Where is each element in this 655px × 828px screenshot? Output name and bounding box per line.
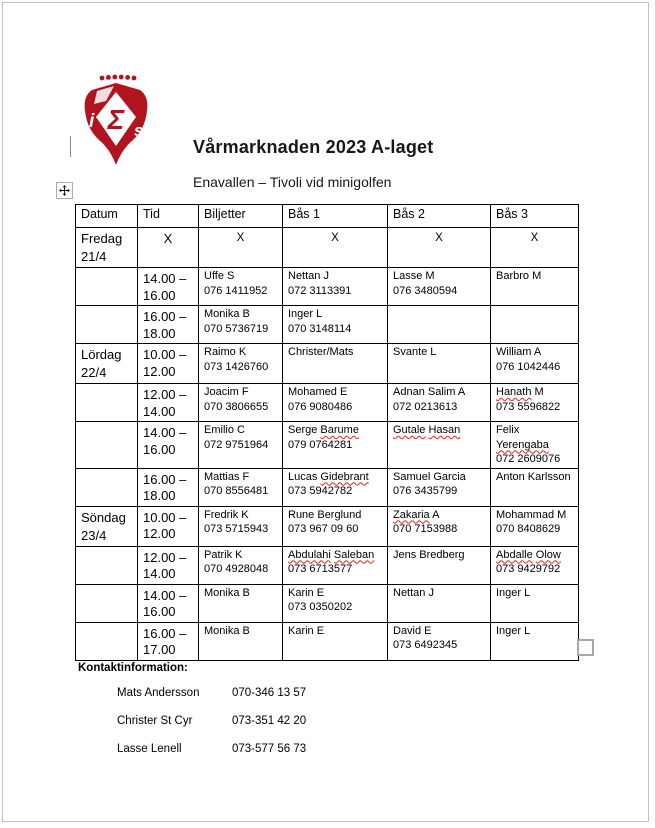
cell-bas3[interactable] — [491, 306, 579, 344]
cell-tid[interactable] — [138, 468, 199, 506]
cell-bas2[interactable] — [388, 268, 491, 306]
cell-line: 072 2609076 — [496, 453, 561, 465]
column-header-bas3[interactable]: Bås 3 — [491, 205, 579, 228]
cell-tid[interactable] — [138, 306, 199, 344]
cell-bas1[interactable] — [283, 622, 388, 660]
cell-line: 12.00 — [143, 526, 176, 541]
cell-line: Fredrik K — [204, 508, 249, 521]
table-row — [76, 506, 579, 546]
cell-line: Serge Barume — [288, 424, 359, 436]
cell-line: 070 3148114 — [288, 322, 352, 335]
cell-line: Svante L — [393, 346, 437, 358]
cell-line: William A — [496, 346, 542, 358]
cell-line: Felix Yerengaba — [496, 424, 549, 451]
cell-line: 073 5942782 — [288, 485, 353, 497]
cell-line: X — [530, 232, 539, 244]
cell-bas1[interactable] — [283, 422, 388, 469]
table-row — [76, 384, 579, 422]
cell-tid[interactable] — [138, 622, 199, 660]
contact-row — [117, 743, 498, 771]
cell-line: Monika B — [204, 308, 250, 320]
cell-bas2[interactable] — [388, 384, 491, 422]
cell-line: Jens Bredberg — [393, 548, 465, 561]
table-resize-handle[interactable] — [577, 639, 594, 656]
cell-bas3[interactable] — [491, 422, 579, 469]
table-row — [76, 268, 579, 306]
cell-line: Inger L — [288, 308, 323, 320]
cell-tid[interactable] — [138, 546, 199, 584]
contact-name: Christer St Cyr — [117, 715, 193, 727]
club-logo-icon — [76, 70, 156, 168]
cell-bas1[interactable] — [283, 228, 388, 268]
contact-section — [78, 662, 498, 771]
cell-line: Lasse M — [393, 270, 435, 282]
cell-line: Inger L — [496, 624, 531, 637]
table-row — [76, 622, 579, 660]
cell-line: 073 1426760 — [204, 360, 269, 373]
cell-line: 076 3480594 — [393, 284, 458, 297]
cell-line: Anton Karlsson — [496, 470, 571, 483]
table-row — [76, 306, 579, 344]
cell-line: Uffe S — [204, 270, 235, 282]
misspelled-word: Olow — [535, 548, 561, 561]
cell-line: 073 0350202 — [288, 601, 353, 613]
cell-datum[interactable] — [76, 268, 138, 306]
cell-line: 076 3435799 — [393, 485, 458, 497]
cell-line: 079 0764281 — [288, 438, 353, 451]
misspelled-word: Gidebrant — [320, 470, 369, 483]
cell-line: 14.00 – — [143, 425, 187, 440]
cell-biljetter[interactable] — [199, 468, 283, 506]
cell-bas2[interactable] — [388, 506, 491, 546]
cell-line: Lucas Gidebrant — [288, 470, 369, 483]
table-row — [76, 422, 579, 469]
cell-bas1[interactable] — [283, 268, 388, 306]
cell-line: 16.00 – — [143, 625, 187, 641]
contact-name: Mats Andersson — [117, 687, 200, 699]
cell-bas3[interactable] — [491, 546, 579, 584]
cell-biljetter[interactable] — [199, 344, 283, 384]
cell-line: Lördag — [81, 347, 122, 362]
cell-tid[interactable] — [138, 584, 199, 622]
cell-biljetter[interactable] — [199, 228, 283, 268]
cell-line: Inger L — [496, 586, 531, 599]
cell-datum[interactable] — [76, 422, 138, 469]
cell-line: Karin E — [288, 624, 325, 637]
cell-line: Emilio C — [204, 424, 245, 436]
cell-bas1[interactable] — [283, 306, 388, 344]
misspelled-word: Abdalle — [496, 548, 533, 561]
cell-datum[interactable] — [76, 622, 138, 660]
cell-line: Monika B — [204, 586, 250, 599]
cell-bas2[interactable] — [388, 228, 491, 268]
cell-bas2[interactable] — [388, 422, 491, 469]
cell-line: 17.00 — [143, 642, 176, 657]
cell-datum[interactable] — [76, 344, 138, 384]
cell-bas3[interactable] — [491, 384, 579, 422]
cell-biljetter[interactable] — [199, 584, 283, 622]
cell-line: 072 0213613 — [393, 400, 458, 413]
column-header-datum[interactable]: Datum — [76, 205, 138, 228]
cell-line: 16.00 — [143, 604, 176, 619]
cell-bas3[interactable] — [491, 268, 579, 306]
cell-line: 073 967 09 60 — [288, 523, 359, 535]
cell-line: 076 1411952 — [204, 284, 268, 297]
cell-biljetter[interactable] — [199, 506, 283, 546]
cell-line: Fredag — [81, 231, 123, 246]
cell-line: Barbro M — [496, 270, 542, 282]
cell-line: Joacim F — [204, 386, 249, 398]
logo-letter-s: s — [134, 121, 144, 140]
cell-biljetter[interactable] — [199, 384, 283, 422]
cell-line: Christer/Mats — [288, 346, 354, 358]
cell-bas2[interactable] — [388, 344, 491, 384]
misspelled-word: Saleban — [333, 548, 375, 561]
cell-bas2[interactable] — [388, 584, 491, 622]
misspelled-word: Yerengaba — [496, 438, 549, 451]
schedule-table — [75, 204, 579, 661]
cell-bas2[interactable] — [388, 622, 491, 660]
contact-row — [117, 715, 498, 743]
cell-line: 23/4 — [81, 527, 107, 543]
table-row — [76, 344, 579, 384]
cell-datum[interactable] — [76, 384, 138, 422]
cell-line: 070 5736719 — [204, 322, 269, 335]
cell-line — [393, 423, 485, 438]
cell-datum[interactable] — [76, 468, 138, 506]
misspelled-word: Zakaria — [393, 508, 430, 521]
cell-line: 073 6492345 — [393, 639, 458, 651]
contact-phone: 073-577 56 73 — [232, 743, 307, 755]
cell-bas1[interactable] — [283, 506, 388, 546]
cell-line: 072 9751964 — [204, 438, 269, 451]
table-row — [76, 228, 579, 268]
cell-line: X — [331, 232, 339, 244]
cell-line: Mattias F — [204, 470, 250, 483]
cell-line: 16.00 – — [143, 471, 187, 487]
cell-datum[interactable] — [76, 546, 138, 584]
cell-datum[interactable] — [76, 584, 138, 622]
contact-name: Lasse Lenell — [117, 743, 182, 755]
cell-bas3[interactable] — [491, 344, 579, 384]
contact-row — [117, 687, 498, 715]
cell-line: Samuel Garcia — [393, 470, 466, 483]
cell-bas3[interactable] — [491, 468, 579, 506]
cell-line: X — [236, 232, 245, 244]
cell-line: 12.00 — [143, 363, 176, 379]
page-title: Vårmarknaden 2023 A-laget — [193, 137, 434, 157]
cell-line: Karin E — [288, 586, 325, 599]
cell-tid[interactable] — [138, 422, 199, 469]
cell-line: 073 5596822 — [496, 400, 561, 413]
cell-datum[interactable] — [76, 306, 138, 344]
cell-line: 12.00 – — [143, 387, 187, 402]
misspelled-word: Hasan — [428, 424, 461, 436]
cell-bas3[interactable] — [491, 584, 579, 622]
column-header-bas2[interactable]: Bås 2 — [388, 205, 491, 228]
cell-line: 14.00 — [143, 403, 176, 419]
cell-line: Nettan J — [393, 586, 434, 599]
cell-bas1[interactable] — [283, 384, 388, 422]
cell-line: Rune Berglund — [288, 508, 362, 521]
cell-line: 14.00 – — [143, 271, 187, 286]
cell-line: X — [435, 232, 443, 244]
cell-tid[interactable] — [138, 384, 199, 422]
page-subtitle: Enavallen – Tivoli vid minigolfen — [193, 174, 392, 190]
cell-tid[interactable] — [138, 344, 199, 384]
cell-line: 16.00 – — [143, 309, 187, 324]
contact-phone: 070-346 13 57 — [232, 687, 307, 699]
cell-line: 10.00 – — [143, 347, 187, 362]
cell-line: 072 3113391 — [288, 284, 352, 297]
cell-bas2[interactable] — [388, 306, 491, 344]
cell-line: 10.00 – — [143, 509, 187, 525]
cell-line: Patrik K — [204, 548, 243, 561]
cell-line: 16.00 — [143, 441, 176, 457]
misspelled-word: Hanath — [496, 386, 532, 398]
cell-bas1[interactable] — [283, 344, 388, 384]
cell-biljetter[interactable] — [199, 546, 283, 584]
cell-biljetter[interactable] — [199, 622, 283, 660]
cell-line: 12.00 – — [143, 549, 187, 565]
misspelled-word: Barume — [320, 424, 359, 436]
table-row — [76, 468, 579, 506]
misspelled-word: Abdulahi — [288, 548, 331, 561]
column-header-tid[interactable]: Tid — [138, 205, 199, 228]
cell-line: 070 3806655 — [204, 400, 269, 413]
cell-line: David E — [393, 624, 432, 637]
cell-line: 070 7153988 — [393, 523, 458, 535]
cell-line: Raimo K — [204, 346, 247, 358]
cell-line: Zakaria A — [393, 508, 440, 521]
cell-line — [288, 548, 382, 563]
cell-line: Nettan J — [288, 270, 329, 282]
cell-bas1[interactable] — [283, 468, 388, 506]
cell-bas2[interactable] — [388, 468, 491, 506]
cell-biljetter[interactable] — [199, 422, 283, 469]
cell-bas3[interactable] — [491, 228, 579, 268]
cell-line: 070 4928048 — [204, 563, 269, 575]
header-row — [76, 205, 579, 228]
cell-line: 18.00 — [143, 325, 176, 341]
cell-bas2[interactable] — [388, 546, 491, 584]
text-cursor — [70, 136, 71, 157]
cell-line: Hanath M — [496, 386, 544, 398]
cell-line: Söndag — [81, 509, 126, 525]
cell-line: Mohamed E — [288, 386, 348, 398]
logo-letter-e: Ʃ — [107, 104, 125, 135]
cell-line: 073 9429792 — [496, 563, 561, 575]
contact-heading: Kontaktinformation: — [78, 662, 188, 674]
cell-line: Mohammad M — [496, 508, 567, 521]
cell-bas3[interactable] — [491, 506, 579, 546]
cell-biljetter[interactable] — [199, 268, 283, 306]
cell-line: 21/4 — [81, 249, 107, 264]
cell-line: Monika B — [204, 624, 250, 637]
cell-line — [496, 548, 573, 563]
cell-line: 070 8556481 — [204, 485, 269, 497]
cell-tid[interactable] — [138, 228, 199, 268]
cell-line: 18.00 — [143, 488, 176, 503]
cell-line: 070 8408629 — [496, 523, 561, 535]
contact-phone: 073-351 42 20 — [232, 715, 307, 727]
cell-biljetter[interactable] — [199, 306, 283, 344]
table-row — [76, 546, 579, 584]
cell-bas1[interactable] — [283, 546, 388, 584]
column-header-biljetter[interactable]: Biljetter — [199, 205, 283, 228]
cell-bas3[interactable] — [491, 622, 579, 660]
cell-datum[interactable] — [76, 228, 138, 268]
cell-line: 076 9080486 — [288, 400, 353, 413]
move-arrows-icon — [59, 185, 70, 196]
cell-line: 14.00 — [143, 566, 176, 581]
misspelled-word: Gutale — [393, 424, 426, 436]
cell-line: 073 5715943 — [204, 523, 269, 535]
cell-tid[interactable] — [138, 506, 199, 546]
cell-tid[interactable] — [138, 268, 199, 306]
column-header-bas1[interactable]: Bås 1 — [283, 205, 388, 228]
cell-line: 14.00 – — [143, 587, 187, 603]
table-move-handle[interactable] — [56, 182, 73, 199]
cell-line: 22/4 — [81, 365, 107, 380]
cell-line: 073 6713577 — [288, 563, 353, 575]
cell-line: 076 1042446 — [496, 360, 561, 373]
cell-line: X — [163, 231, 173, 246]
cell-line: 16.00 — [143, 287, 176, 303]
cell-datum[interactable] — [76, 506, 138, 546]
cell-bas1[interactable] — [283, 584, 388, 622]
cell-line: Adnan Salim A — [393, 386, 466, 398]
logo-letter-i: i — [89, 111, 95, 132]
table-row — [76, 584, 579, 622]
